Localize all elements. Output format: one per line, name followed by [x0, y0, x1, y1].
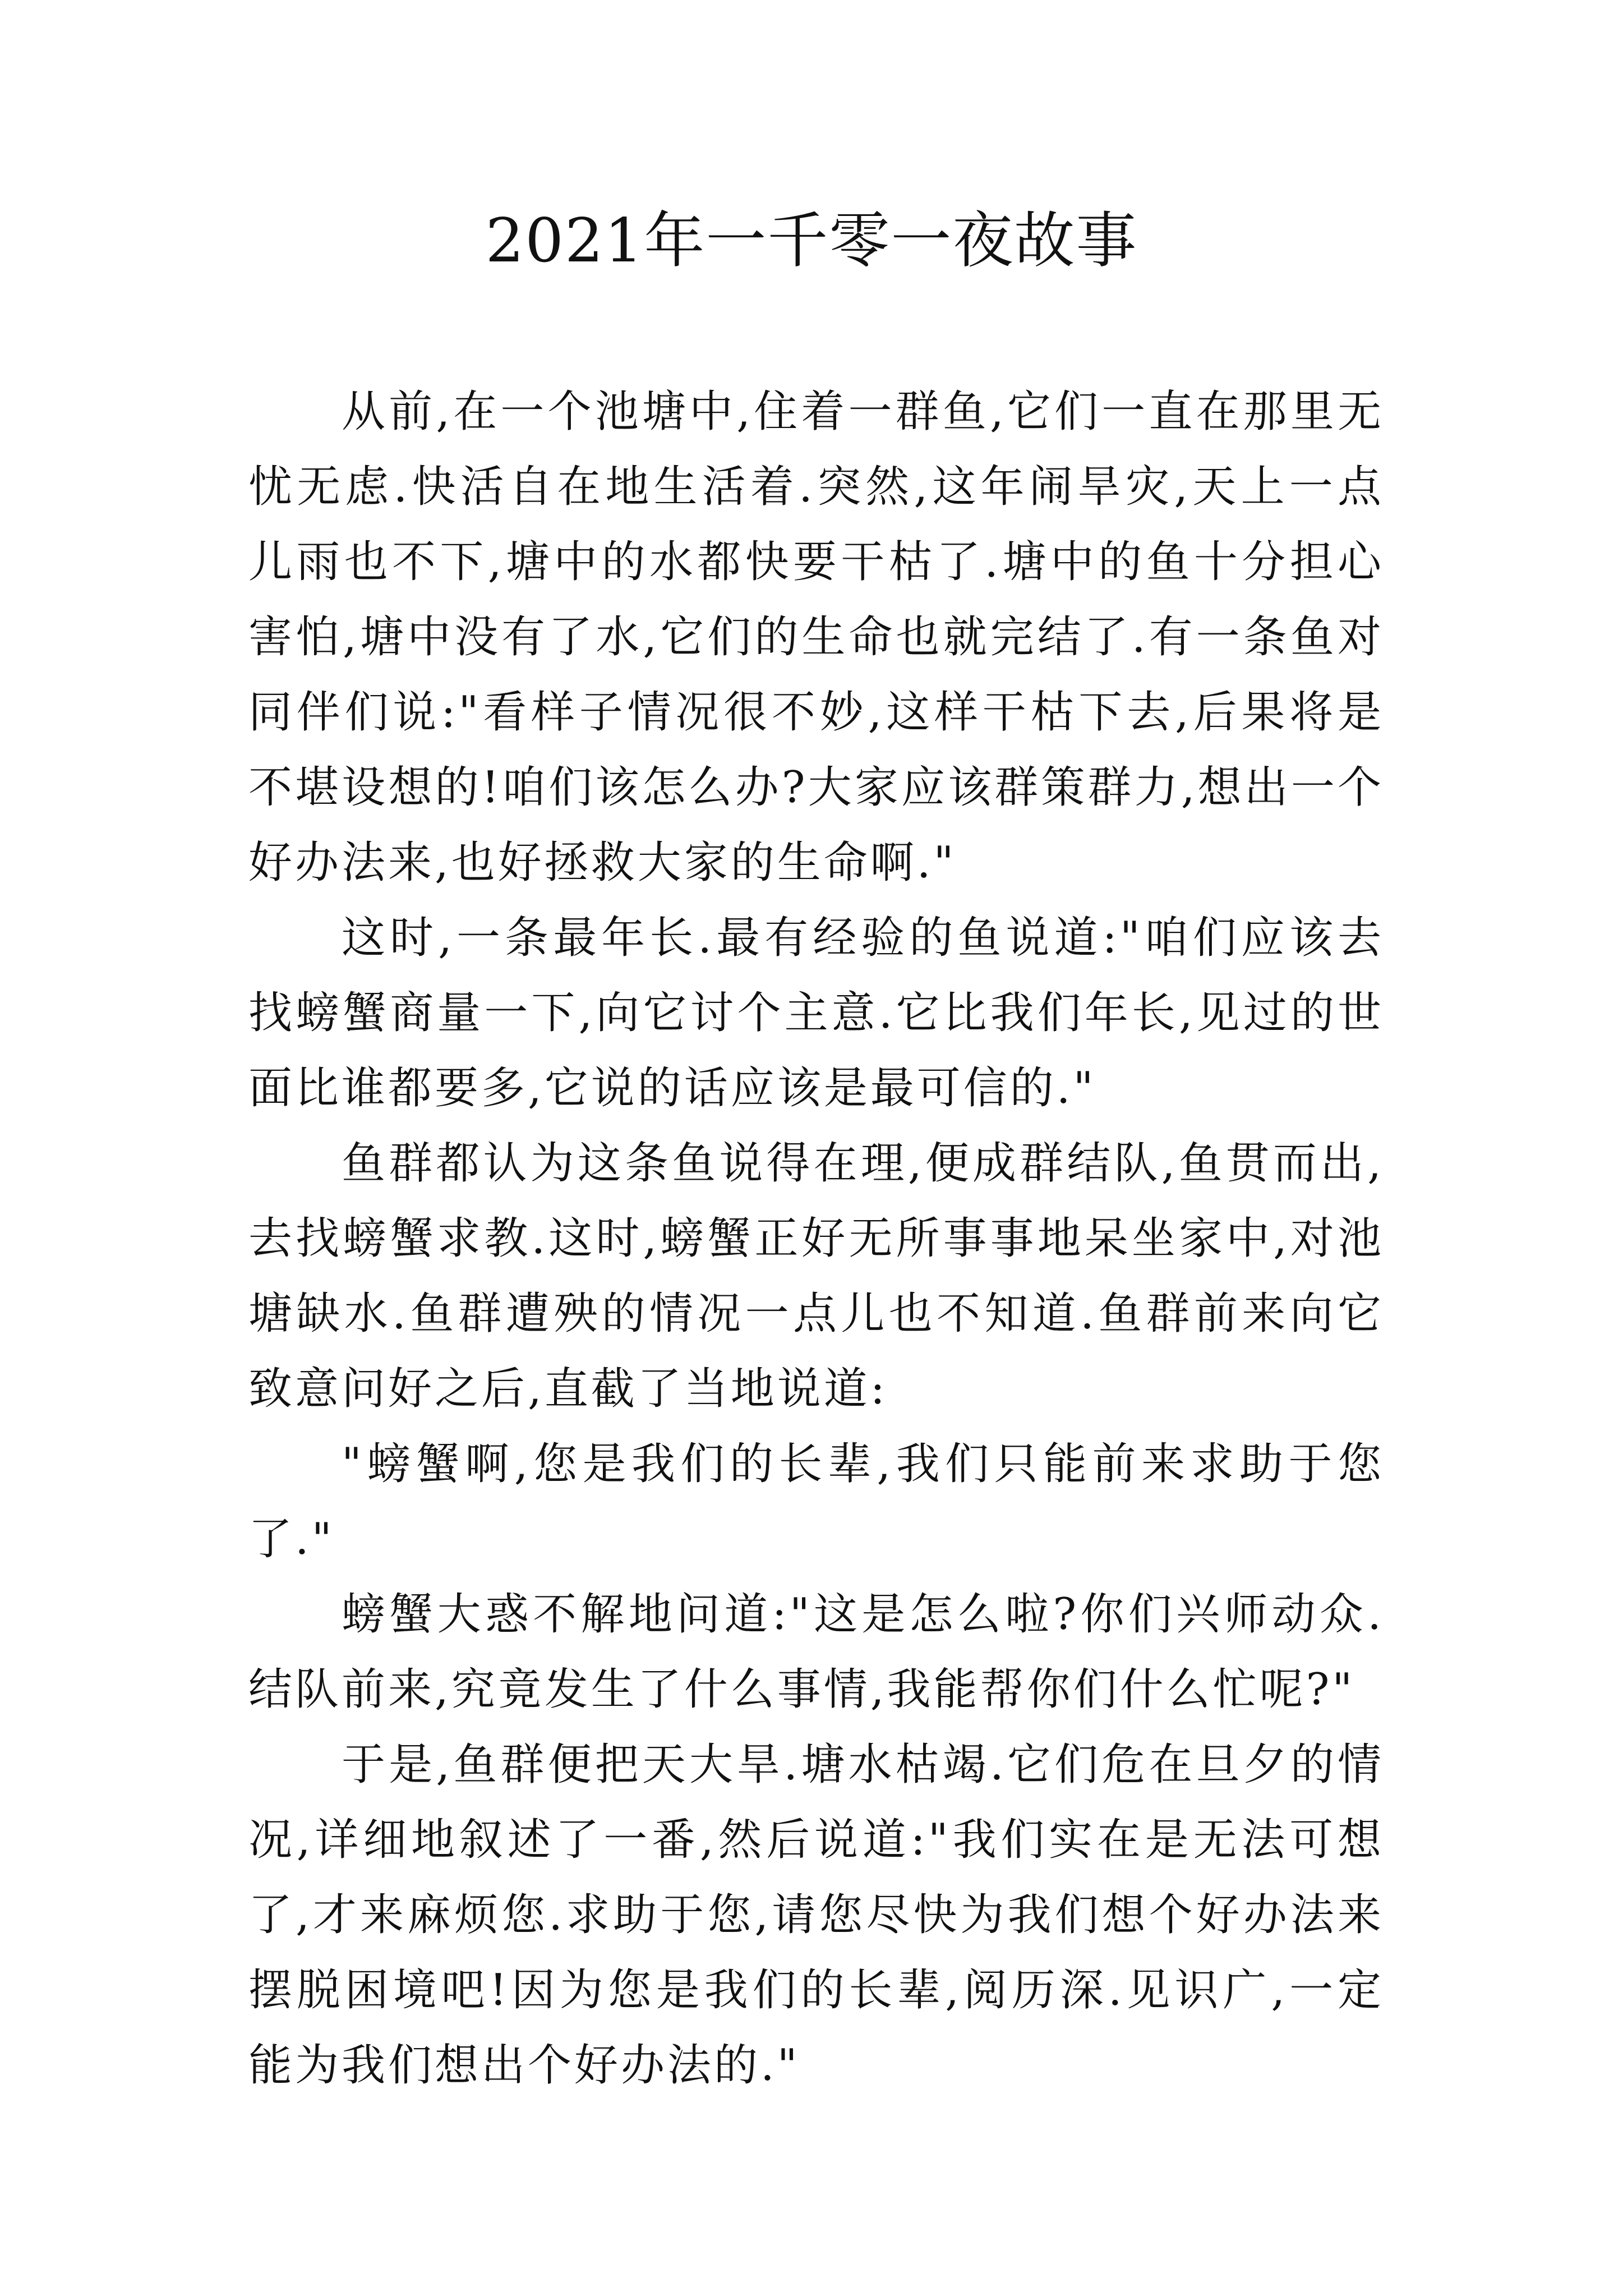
- paragraph-2: 这时,一条最年长.最有经验的鱼说道:"咱们应该去找螃蟹商量一下,向它讨个主意.它比我们年长,见过的世面比谁都要多,它说的话应该是最可信的.": [248, 913, 1384, 1114]
- document-title: 2021年一千零一夜故事: [485, 206, 1138, 276]
- paragraph-6: 于是,鱼群便把天大旱.塘水枯竭.它们危在旦夕的情况,详细地叙述了一番,然后说道:"我们实在是无法可想了,才来麻烦您.求助于您,请您尽快为我们想个好办法来摆脱困境吧!因为您是我们的长辈,阅历深.见识广,一定能为我们想出个好办法的.": [248, 1740, 1384, 2091]
- paragraph-1: 从前,在一个池塘中,住着一群鱼,它们一直在那里无忧无虑.快活自在地生活着.突然,这年闹旱灾,天上一点儿雨也不下,塘中的水都快要干枯了.塘中的鱼十分担心害怕,塘中没有了水,它们的生命也就完结了.有一条鱼对同伴们说:"看样子情况很不妙,这样干枯下去,后果将是不堪设想的!咱们该怎么办?大家应该群策群力,想出一个好办法来,也好拯救大家的生命啊.": [248, 386, 1384, 888]
- paragraph-4: "螃蟹啊,您是我们的长辈,我们只能前来求助于您了.": [248, 1439, 1384, 1565]
- paragraph-5: 螃蟹大惑不解地问道:"这是怎么啦?你们兴师动众.结队前来,究竟发生了什么事情,我能帮你们什么忙呢?": [248, 1589, 1384, 1715]
- paragraph-3: 鱼群都认为这条鱼说得在理,便成群结队,鱼贯而出,去找螃蟹求教.这时,螃蟹正好无所事事地呆坐家中,对池塘缺水.鱼群遭殃的情况一点儿也不知道.鱼群前来向它致意问好之后,直截了当地说道:: [248, 1138, 1384, 1414]
- document-body: [248, 374, 1384, 2103]
